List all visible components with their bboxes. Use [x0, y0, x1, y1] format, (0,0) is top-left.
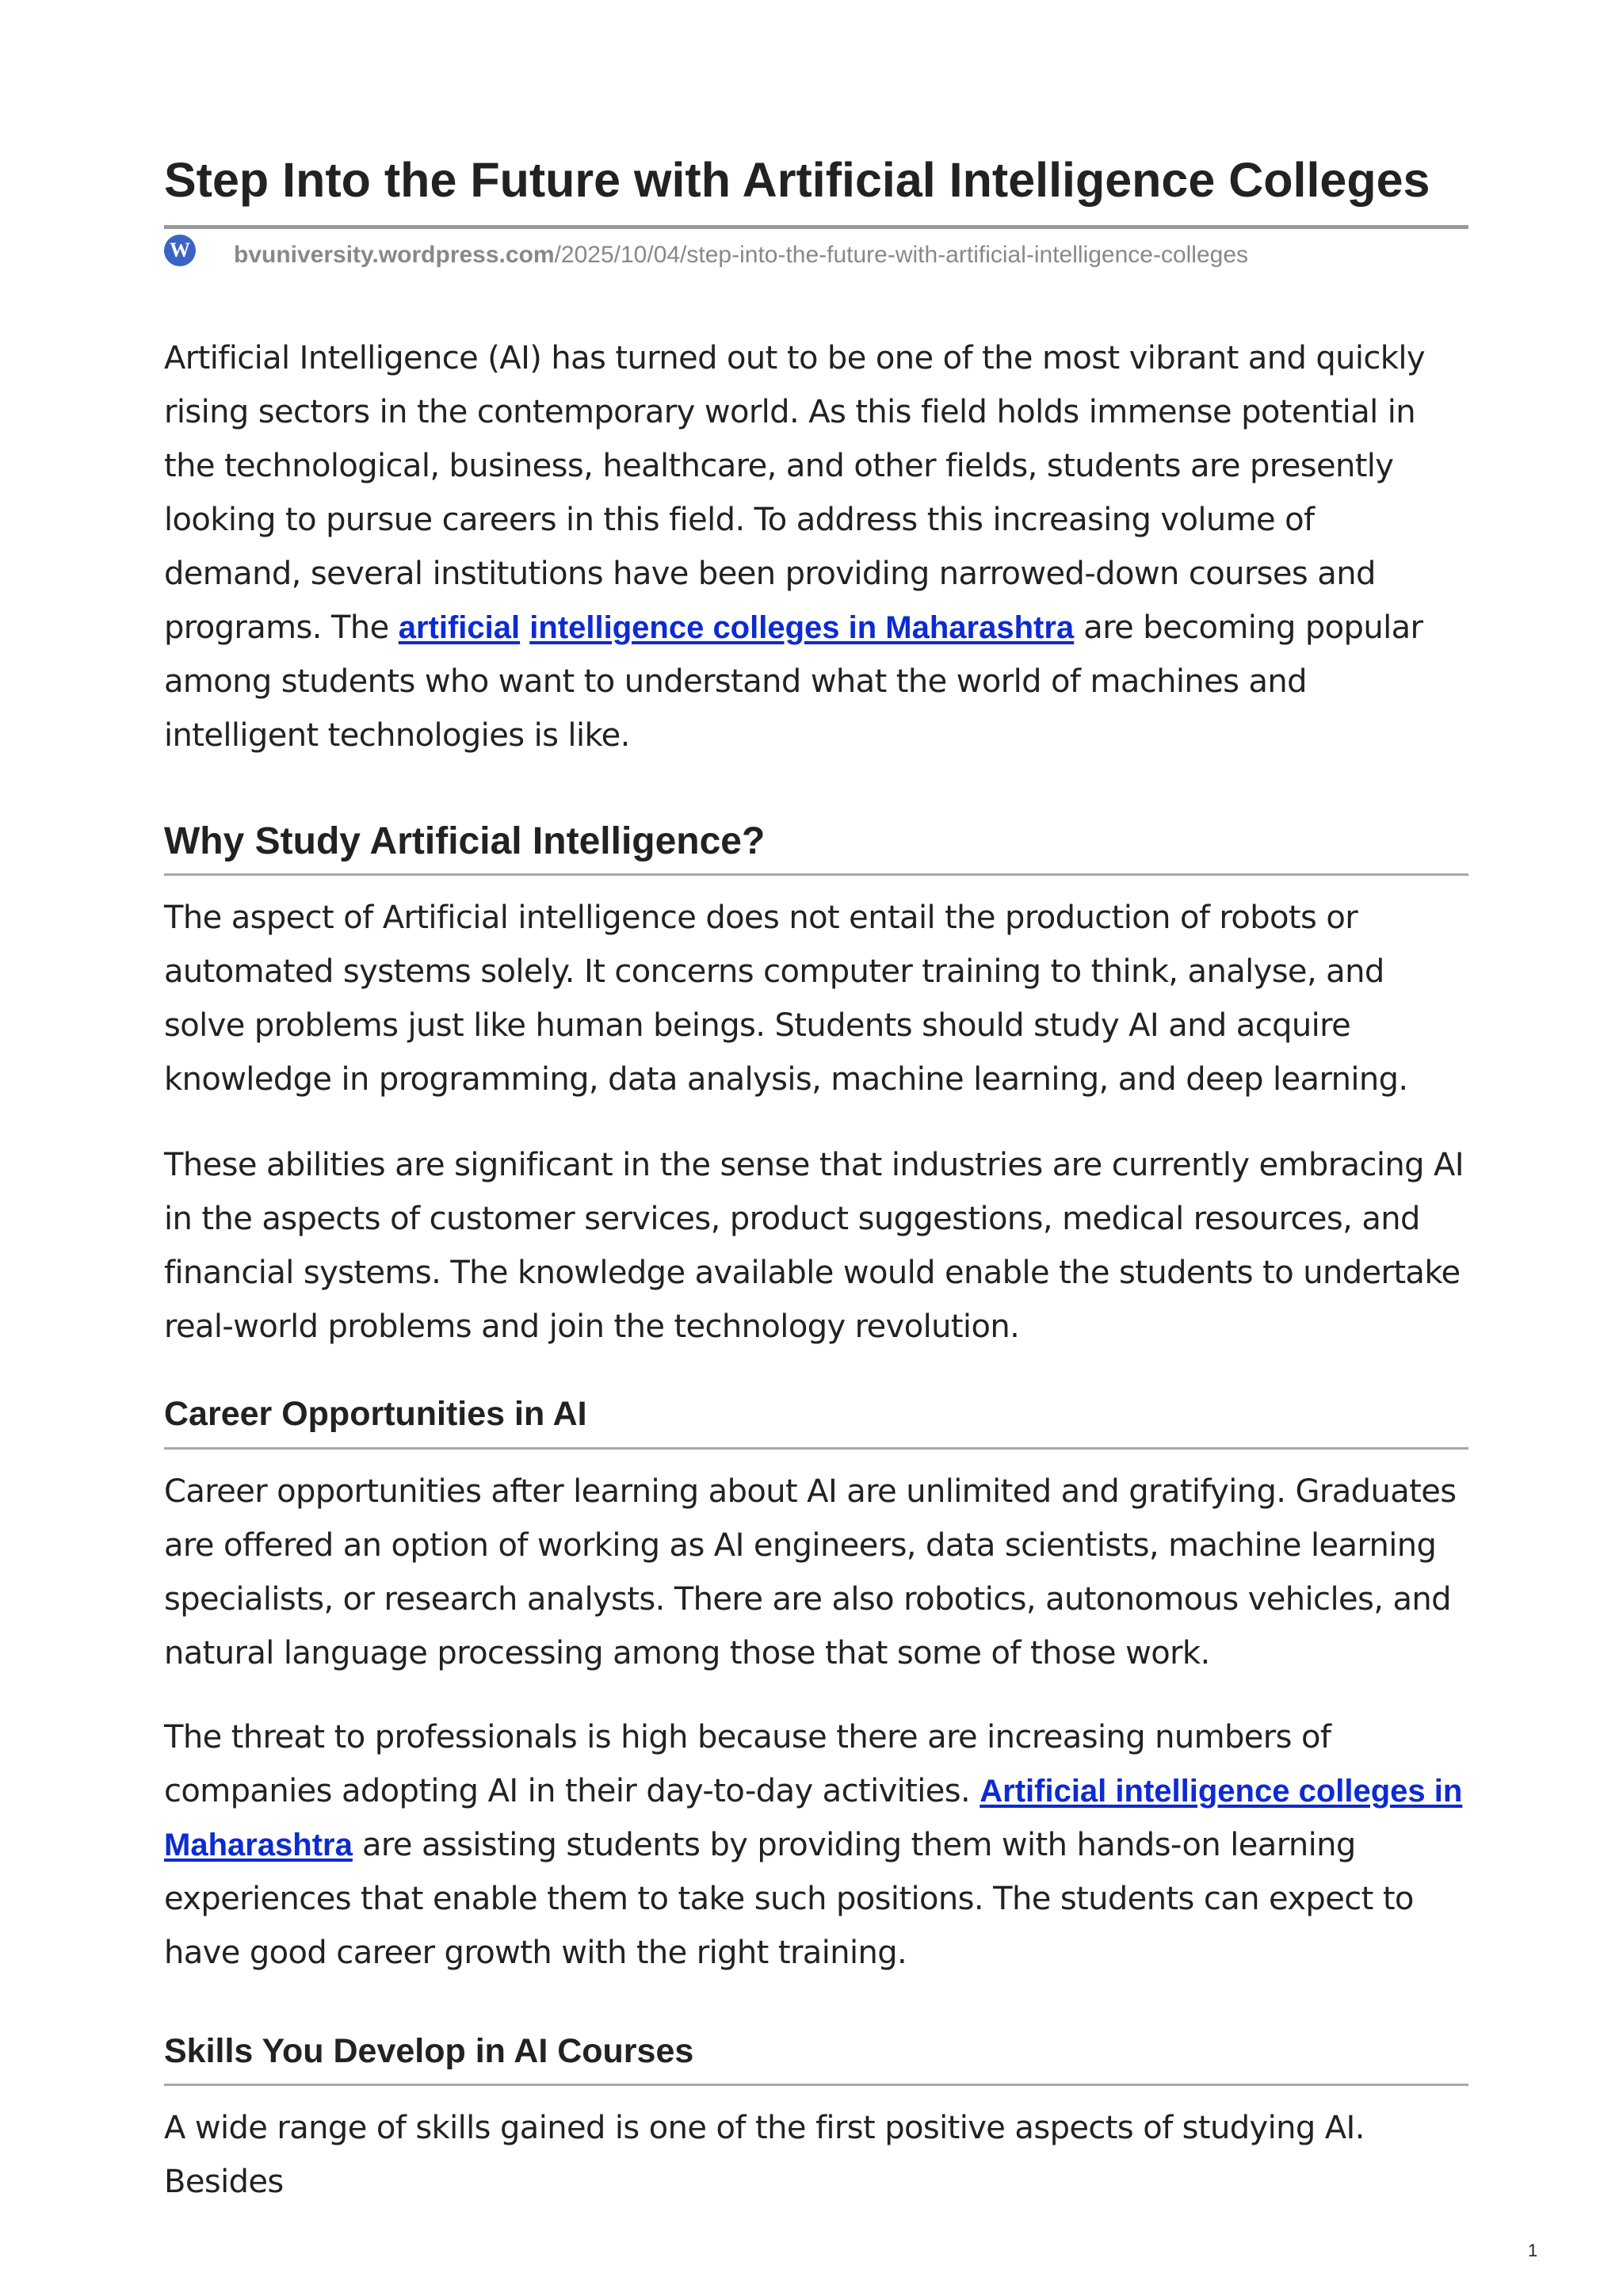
heading-divider [164, 2084, 1468, 2086]
text-span: are becoming popular [1074, 609, 1423, 646]
text-line: specialists, or research analysts. There are also robotics, autonomous vehicles, and [164, 1581, 1451, 1618]
text-line: Besides [164, 2164, 284, 2200]
text-line: Career opportunities after learning about AI are unlimited and gratifying. Graduates [164, 1473, 1457, 1510]
text-line: rising sectors in the contemporary world. As this field holds immense potential in [164, 394, 1416, 430]
text-line: Artificial Intelligence (AI) has turned out to be one of the most vibrant and quickly [164, 340, 1425, 376]
career-heading: Career Opportunities in AI [164, 1395, 587, 1433]
text-line: A wide range of skills gained is one of the first positive aspects of studying AI. [164, 2110, 1365, 2146]
skills-heading: Skills You Develop in AI Courses [164, 2032, 694, 2070]
ai-colleges-link-part2[interactable]: Maharashtra [164, 1828, 353, 1862]
text-line [164, 609, 1423, 646]
text-line [164, 1827, 1356, 1863]
text-line: The threat to professionals is high because there are increasing numbers of [164, 1719, 1331, 1755]
intro-paragraph [164, 331, 1472, 762]
heading-divider [164, 1447, 1468, 1450]
why-paragraph-1 [164, 891, 1472, 1106]
text-line: have good career growth with the right training. [164, 1935, 907, 1971]
text-span: companies adopting AI in their day-to-day activities. [164, 1773, 980, 1809]
title-divider [164, 225, 1468, 229]
text-line: The aspect of Artificial intelligence does not entail the production of robots or [164, 900, 1358, 936]
ai-colleges-link-part1[interactable]: Artificial intelligence colleges in [980, 1774, 1463, 1809]
wordpress-icon: W [164, 235, 196, 266]
text-line: real-world problems and join the technology revolution. [164, 1308, 1020, 1345]
career-paragraph-1 [164, 1465, 1472, 1680]
text-line: financial systems. The knowledge available would enable the students to undertake [164, 1255, 1461, 1291]
source-domain: bvuniversity.wordpress.com [234, 242, 555, 268]
source-url[interactable] [234, 241, 1248, 269]
text-line: experiences that enable them to take such positions. The students can expect to [164, 1881, 1414, 1917]
skills-paragraph-1 [164, 2101, 1472, 2209]
text-line: intelligent technologies is like. [164, 717, 630, 754]
ai-colleges-maharashtra-link[interactable]: intelligence colleges in Maharashtra [529, 610, 1075, 645]
text-line: knowledge in programming, data analysis, machine learning, and deep learning. [164, 1061, 1408, 1098]
ai-link-word[interactable]: artificial [398, 610, 521, 645]
text-line: among students who want to understand what the world of machines and [164, 663, 1307, 700]
text-line: in the aspects of customer services, product suggestions, medical resources, and [164, 1201, 1420, 1237]
text-line: natural language processing among those that some of those work. [164, 1635, 1210, 1671]
page-number: 1 [1528, 2241, 1538, 2260]
text-line: looking to pursue careers in this field. To address this increasing volume of [164, 502, 1315, 538]
text-span: are assisting students by providing them with hands-on learning [352, 1827, 1356, 1863]
career-paragraph-2 [164, 1710, 1472, 1980]
text-line: demand, several institutions have been providing narrowed-down courses and [164, 556, 1376, 592]
text-line: solve problems just like human beings. Students should study AI and acquire [164, 1007, 1351, 1044]
text-line: automated systems solely. It concerns computer training to think, analyse, and [164, 953, 1384, 990]
heading-divider [164, 873, 1468, 876]
text-line: are offered an option of working as AI engineers, data scientists, machine learning [164, 1527, 1437, 1564]
text-line: These abilities are significant in the sense that industries are currently embracing AI [164, 1147, 1464, 1183]
source-path: /2025/10/04/step-into-the-future-with-artificial-intelligence-colleges [554, 242, 1249, 268]
text-span: programs. The [164, 609, 399, 646]
article-title: Step Into the Future with Artificial Intelligence Colleges [164, 153, 1430, 207]
text-line [164, 1773, 1462, 1809]
text-line: the technological, business, healthcare, and other fields, students are presently [164, 448, 1394, 484]
why-paragraph-2 [164, 1138, 1472, 1354]
source-line [164, 231, 1468, 269]
why-study-heading: Why Study Artificial Intelligence? [164, 820, 766, 862]
